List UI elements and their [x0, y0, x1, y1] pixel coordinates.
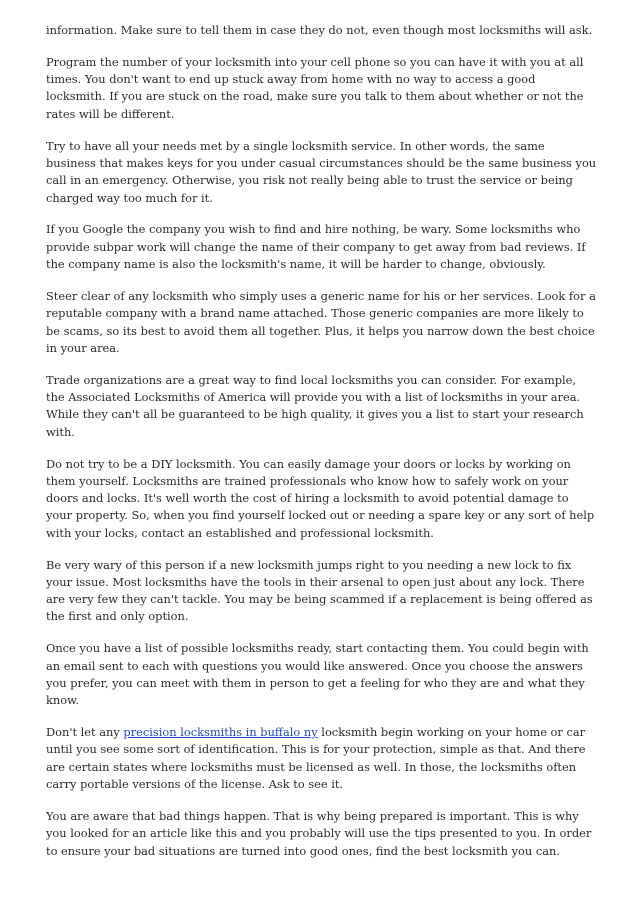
paragraph-google-company: If you Google the company you wish to find and hire nothing, be wary. Some locksmiths who provide subpar work will change the name of their company to get away from bad reviews. If the company name is also the locksmith's name, it will be harder to change, obviously. [46, 222, 586, 272]
paragraph-be-prepared: You are aware that bad things happen. That is why being prepared is important. This is why you looked for an article like this and you probably will use the tips presented to you. In order to ensure your bad situations are turned into good ones, find the best locksmith you can. [46, 808, 592, 858]
paragraph-contacting: Once you have a list of possible locksmiths ready, start contacting them. You could begin with an email sent to each with questions you would like answered. Once you choose the answers you prefer, you can meet with them in person to get a feeling for who they are and what they know. [46, 641, 589, 708]
paragraph-diy-locksmith: Do not try to be a DIY locksmith. You can easily damage your doors or locks by working on them yourself. Locksmiths are trained professionals who know how to safely work on your doors and locks. It's well worth the cost of hiring a locksmith to avoid potential damage to your property. So, when you find yourself locked out or needing a spare key or any sort of help with your locks, contact an established and professional locksmith. [46, 456, 595, 540]
paragraph-program-number: Program the number of your locksmith into your cell phone so you can have it with you at all times. You don't want to end up stuck away from home with no way to access a good locksmith. If you are stuck on the road, make sure you talk to them about whether or not the rates will be different. [46, 54, 584, 121]
paragraph-contact-info: information. Make sure to tell them in case they do not, even though most locksmiths will ask. [46, 23, 593, 37]
paragraph-identification-after: locksmith begin working on your home or car until you see some sort of identification. This is for your protection, simple as that. And there are certain states where locksmiths must be licensed as well. In those, the locksmiths often carry portable versions of the license. Ask to see it. [46, 725, 586, 792]
paragraph-new-lock: Be very wary of this person if a new locksmith jumps right to you needing a new lock to fix your issue. Most locksmiths have the tools in their arsenal to open just about any lock. There are very few they can't tackle. You may be being scammed if a replacement is being offered as the first and only option. [46, 557, 593, 624]
paragraph-identification-before: Don't let any [46, 725, 124, 740]
paragraph-single-service: Try to have all your needs met by a single locksmith service. In other words, the same business that makes keys for you under casual circumstances should be the same business you call in an emergency. Otherwise, you risk not really being able to trust the service or being charged way too much for it. [46, 138, 597, 205]
paragraph-identification [46, 724, 598, 793]
precision-locksmiths-link[interactable]: precision locksmiths in buffalo ny [123, 725, 318, 740]
paragraph-generic-name: Steer clear of any locksmith who simply uses a generic name for his or her services. Look for a reputable company with a brand name attached. Those generic companies are more likely to be scams, so its best to avoid them all together. Plus, it helps you narrow down the best choice in your area. [46, 288, 596, 355]
document-page [46, 22, 598, 874]
paragraph-trade-organizations: Trade organizations are a great way to find local locksmiths you can consider. For example, the Associated Locksmiths of America will provide you with a list of locksmiths in your area. While they can't all be guaranteed to be high quality, it gives you a list to start your research with. [46, 372, 584, 439]
